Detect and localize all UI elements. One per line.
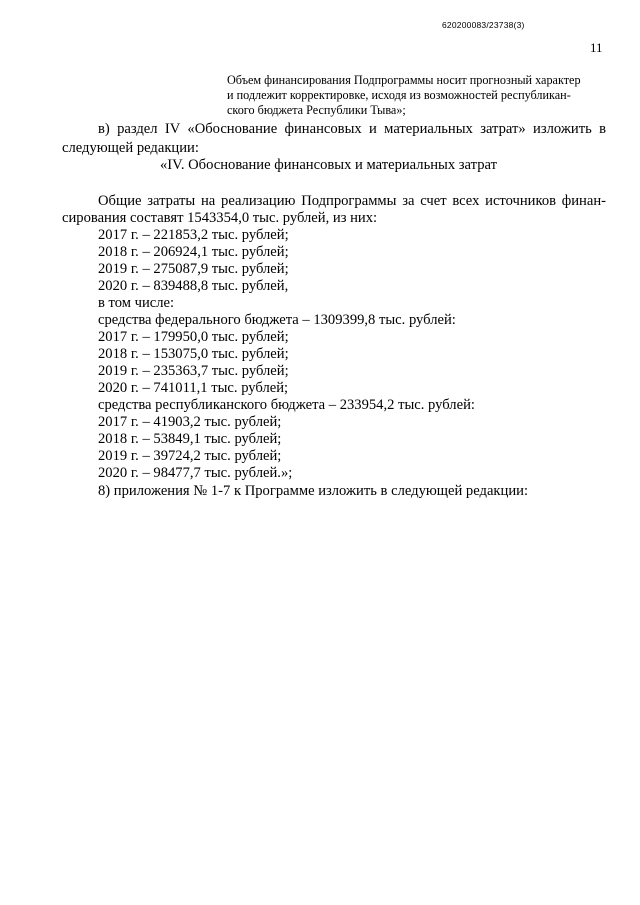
note-line: и подлежит корректировке, исходя из возможностей республикан- [227, 88, 571, 102]
appendix-line: 8) приложения № 1-7 к Программе изложить в следующей редакции: [98, 483, 528, 499]
budget-line: 2019 г. – 39724,2 тыс. рублей; [98, 448, 282, 464]
budget-line: 2020 г. – 98477,7 тыс. рублей.»; [98, 465, 293, 481]
budget-line: в том числе: [98, 295, 175, 311]
budget-line: 2020 г. – 741011,1 тыс. рублей; [98, 380, 289, 396]
republic-budget-line: средства республиканского бюджета – 233954,2 тыс. рублей: [98, 397, 475, 413]
total-line: Общие затраты на реализацию Подпрограммы за счет всех источников финан- [98, 193, 606, 209]
budget-line: 2018 г. – 206924,1 тыс. рублей; [98, 244, 289, 260]
note-line: Объем финансирования Подпрограммы носит прогнозный характер [227, 73, 581, 87]
section-intro-line: следующей редакции: [62, 140, 199, 156]
budget-line: 2020 г. – 839488,8 тыс. рублей, [98, 278, 289, 294]
document-id: 620200083/23738(3) [442, 20, 525, 30]
budget-line: 2018 г. – 53849,1 тыс. рублей; [98, 431, 282, 447]
section-heading: «IV. Обоснование финансовых и материальных затрат [160, 157, 497, 173]
budget-line: 2017 г. – 221853,2 тыс. рублей; [98, 227, 289, 243]
budget-line: 2018 г. – 153075,0 тыс. рублей; [98, 346, 289, 362]
budget-line: 2017 г. – 41903,2 тыс. рублей; [98, 414, 282, 430]
note-line: ского бюджета Республики Тыва»; [227, 103, 406, 117]
budget-line: 2019 г. – 235363,7 тыс. рублей; [98, 363, 289, 379]
budget-line: 2017 г. – 179950,0 тыс. рублей; [98, 329, 289, 345]
budget-line: 2019 г. – 275087,9 тыс. рублей; [98, 261, 289, 277]
total-line: сирования составят 1543354,0 тыс. рублей, из них: [62, 210, 378, 226]
section-intro-line: в) раздел IV «Обоснование финансовых и материальных затрат» изложить в [98, 121, 606, 137]
federal-budget-line: средства федерального бюджета – 1309399,8 тыс. рублей: [98, 312, 456, 328]
page-number: 11 [590, 40, 603, 55]
